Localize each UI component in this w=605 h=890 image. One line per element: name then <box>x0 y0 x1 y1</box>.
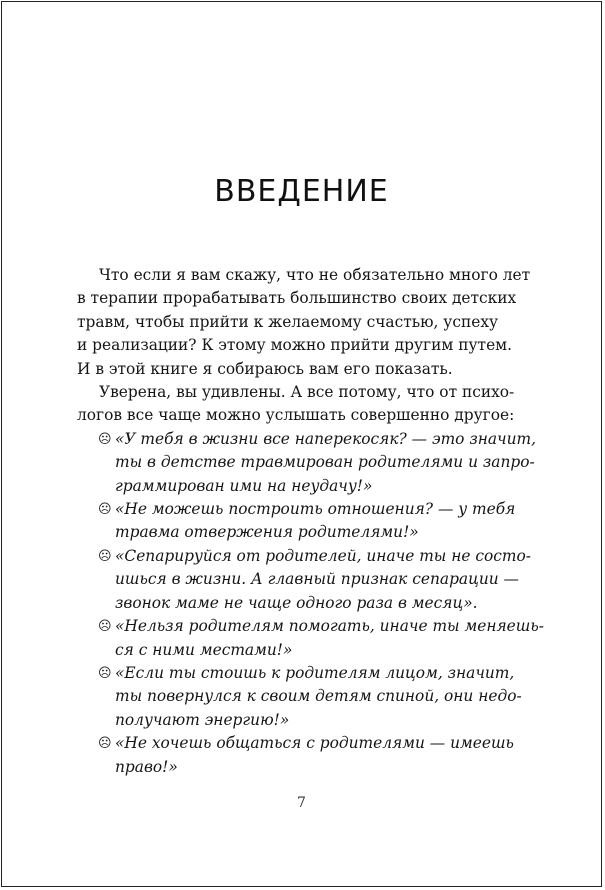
list-item <box>77 428 537 498</box>
text-line: ты повернулся к своим детям спиной, они недо- <box>115 687 522 706</box>
list-item <box>77 615 544 662</box>
body-text <box>77 264 544 779</box>
list-item <box>77 662 522 732</box>
quote-list <box>77 428 544 779</box>
text-line: и реализации? К этому можно прийти другим путем. <box>77 336 513 355</box>
list-item <box>77 732 514 779</box>
text-line: «Сепарируйся от родителей, иначе ты не состо- <box>115 546 531 565</box>
paragraph-intro <box>77 264 531 381</box>
page-title: ВВЕДЕНИЕ <box>214 174 389 209</box>
text-line: звонок маме не чаще одного раза в месяц». <box>115 593 478 612</box>
book-page <box>1 1 602 887</box>
text-line: «Если ты стоишь к родителям лицом, значит, <box>115 663 515 682</box>
sad-face-icon: ☹ <box>98 619 112 635</box>
text-line: Что если я вам скажу, что не обязательно много лет <box>99 266 531 284</box>
sad-face-icon: ☹ <box>98 548 112 564</box>
sad-face-icon: ☹ <box>98 665 112 681</box>
page-number: 7 <box>297 795 306 811</box>
text-line: травм, чтобы прийти к желаемому счастью, успеху <box>77 312 499 331</box>
text-line: ишься в жизни. А главный признак сепарации — <box>115 570 519 589</box>
text-line: ты в детстве травмирован родителями и запро- <box>115 453 535 472</box>
text-line: Уверена, вы удивлены. А все потому, что от психо- <box>99 383 515 402</box>
text-line: «Не хочешь общаться с родителями — имеешь <box>115 734 514 753</box>
text-line: И в этой книге я собираюсь вам его показать. <box>77 359 453 378</box>
list-item <box>77 498 516 545</box>
paragraph-surprise <box>77 381 515 428</box>
text-line: в терапии прорабатывать большинство своих детских <box>77 289 517 308</box>
text-line: получают энергию!» <box>115 710 290 729</box>
text-line: «У тебя в жизни все наперекосяк? — это значит, <box>115 429 537 448</box>
sad-face-icon: ☹ <box>98 502 112 518</box>
text-line: граммирован ими на неудачу!» <box>115 476 373 495</box>
text-line: «Нельзя родителям помогать, иначе ты меняешь- <box>115 617 544 636</box>
text-line: логов все чаще можно услышать совершенно другое: <box>77 406 515 425</box>
list-item <box>77 545 531 615</box>
text-line: право!» <box>115 757 178 776</box>
sad-face-icon: ☹ <box>98 736 112 752</box>
text-line: «Не можешь построить отношения? — у тебя <box>115 500 516 519</box>
text-line: травма отвержения родителями!» <box>115 523 419 542</box>
sad-face-icon: ☹ <box>98 431 112 447</box>
text-line: ся с ними местами!» <box>115 640 293 659</box>
